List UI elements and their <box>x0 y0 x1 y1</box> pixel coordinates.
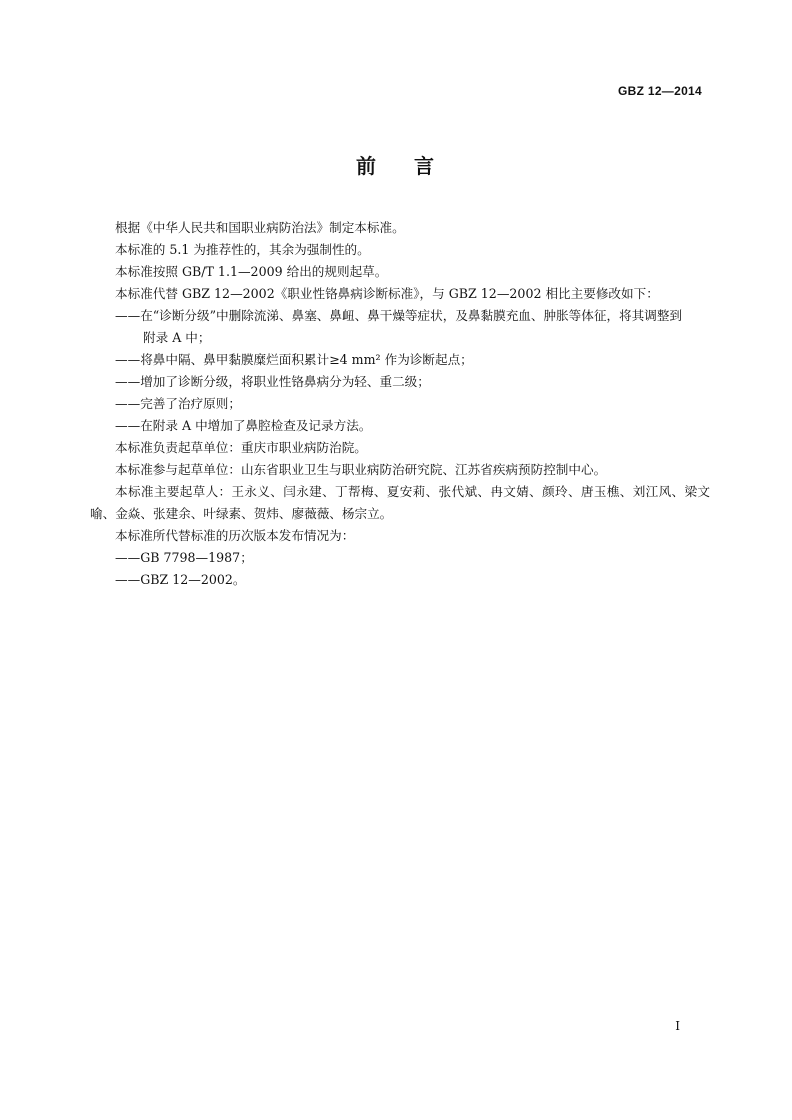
paragraph-replaces: 本标准代替 GBZ 12—2002《职业性铬鼻病诊断标准》，与 GBZ 12—2002 相比主要修改如下： <box>115 286 659 301</box>
change-item-2: ——将鼻中隔、鼻甲黏膜糜烂面积累计≥4 mm² 作为诊断起点； <box>115 352 473 367</box>
change-item-3: ——增加了诊断分级，将职业性铬鼻病分为轻、重二级； <box>115 374 430 389</box>
paragraph-responsible-unit: 本标准负责起草单位：重庆市职业病防治院。 <box>115 440 367 455</box>
paragraph-participating-units: 本标准参与起草单位：山东省职业卫生与职业病防治研究院、江苏省疾病预防控制中心。 <box>115 462 607 477</box>
title-char-left: 前 <box>356 154 378 178</box>
paragraph-drafting-rules: 本标准按照 GB/T 1.1—2009 给出的规则起草。 <box>115 264 388 279</box>
history-item-1: ——GB 7798—1987； <box>115 550 253 565</box>
paragraph-drafters: 本标准主要起草人：王永义、闫永建、丁帮梅、夏安莉、张代斌、冉文婧、颜玲、唐玉樵、刘江风、梁文喻、金焱、张建余、叶绿素、贺炜、廖薇薇、杨宗立。 <box>90 484 710 521</box>
change-item-1-continued: 附录 A 中； <box>143 330 211 345</box>
paragraph-basis: 根据《中华人民共和国职业病防治法》制定本标准。 <box>115 220 405 235</box>
page-number: I <box>675 1019 680 1033</box>
paragraph-history: 本标准所代替标准的历次版本发布情况为： <box>115 528 355 543</box>
title-char-right: 言 <box>414 154 436 178</box>
change-item-4: ——完善了治疗原则； <box>115 396 241 411</box>
page-title <box>0 150 792 179</box>
document-code: GBZ 12—2014 <box>617 84 702 98</box>
paragraph-recommended: 本标准的 5.1 为推荐性的，其余为强制性的。 <box>115 242 370 257</box>
history-item-2: ——GBZ 12—2002。 <box>115 572 246 587</box>
foreword-body <box>90 217 710 591</box>
change-item-5: ——在附录 A 中增加了鼻腔检查及记录方法。 <box>115 418 372 433</box>
change-item-1: ——在“诊断分级”中删除流涕、鼻塞、鼻衄、鼻干燥等症状，及鼻黏膜充血、肿胀等体征，将其调整到 <box>115 308 683 323</box>
